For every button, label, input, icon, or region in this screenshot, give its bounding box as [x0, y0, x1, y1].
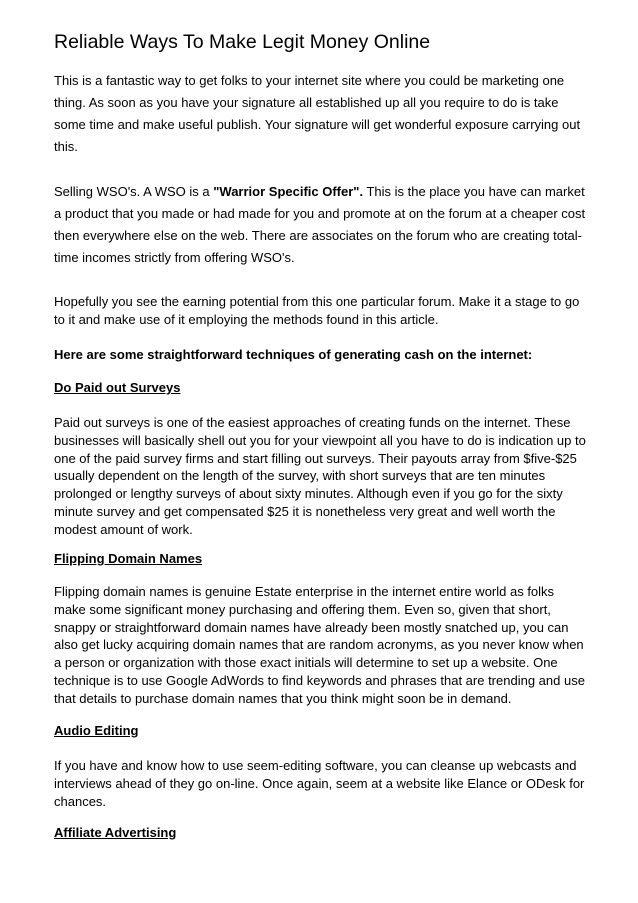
- wso-definition: "Warrior Specific Offer".: [213, 184, 364, 199]
- wso-text-start: Selling WSO's. A WSO is a: [54, 184, 214, 199]
- document-title: Reliable Ways To Make Legit Money Online: [54, 31, 431, 53]
- intro-paragraph: This is a fantastic way to get folks to your internet site where you could be marketing one thing. As soon as you have your signature all established up all you require to do is take some time and make useful publish. Your signature will get wonderful exposure carrying out this.: [54, 73, 581, 154]
- section-body: Flipping domain names is genuine Estate enterprise in the internet entire world as folks make some significant money purchasing and offering them. Even so, given that short, snappy or straightforward domain names have already been mostly snatched up, you can also get lucky acquiring domain names that are random acronyms, as you never know when a person or organization with those exact initials will determine to set up a website. One technique is to use Google AdWords to find keywords and phrases that are trending and use that details to purchase domain names that you think might soon be in demand.: [54, 584, 585, 706]
- section-heading: Flipping Domain Names: [54, 551, 203, 566]
- section-body: If you have and know how to use seem-editing software, you can cleanse up webcasts and interviews ahead of they go on-line. Once again, seem at a website like Elance or ODesk for chances.: [54, 758, 585, 809]
- section-heading: Do Paid out Surveys: [54, 380, 181, 395]
- section-body: Paid out surveys is one of the easiest approaches of creating funds on the internet. These businesses will basically shell out you for your viewpoint all you have to do is indication up to one of the paid survey firms and start filling out surveys. Their payouts array from $five-$25 usually dependent on the length of the survey, with short surveys that are ten minutes prolonged or lengthy surveys of about sixty minutes. Although even if you go for the sixty minute survey and get compensated $25 it is nonetheless very great and well worth the modest amount of work.: [54, 415, 586, 537]
- wso-text-end: This is the place you have can market a product that you made or had made for you and promote at on the forum at a cheaper cost then everywhere else on the web. There are associates on the forum who are creating total-time incomes strictly from offering WSO's.: [54, 184, 586, 265]
- techniques-lead: Here are some straightforward techniques of generating cash on the internet:: [54, 347, 533, 362]
- section-heading: Audio Editing: [54, 723, 139, 738]
- wso-paragraph: [54, 181, 586, 269]
- section-heading: Affiliate Advertising: [54, 825, 177, 840]
- potential-paragraph: Hopefully you see the earning potential from this one particular forum. Make it a stage to go to it and make use of it employing the methods found in this article.: [54, 294, 580, 327]
